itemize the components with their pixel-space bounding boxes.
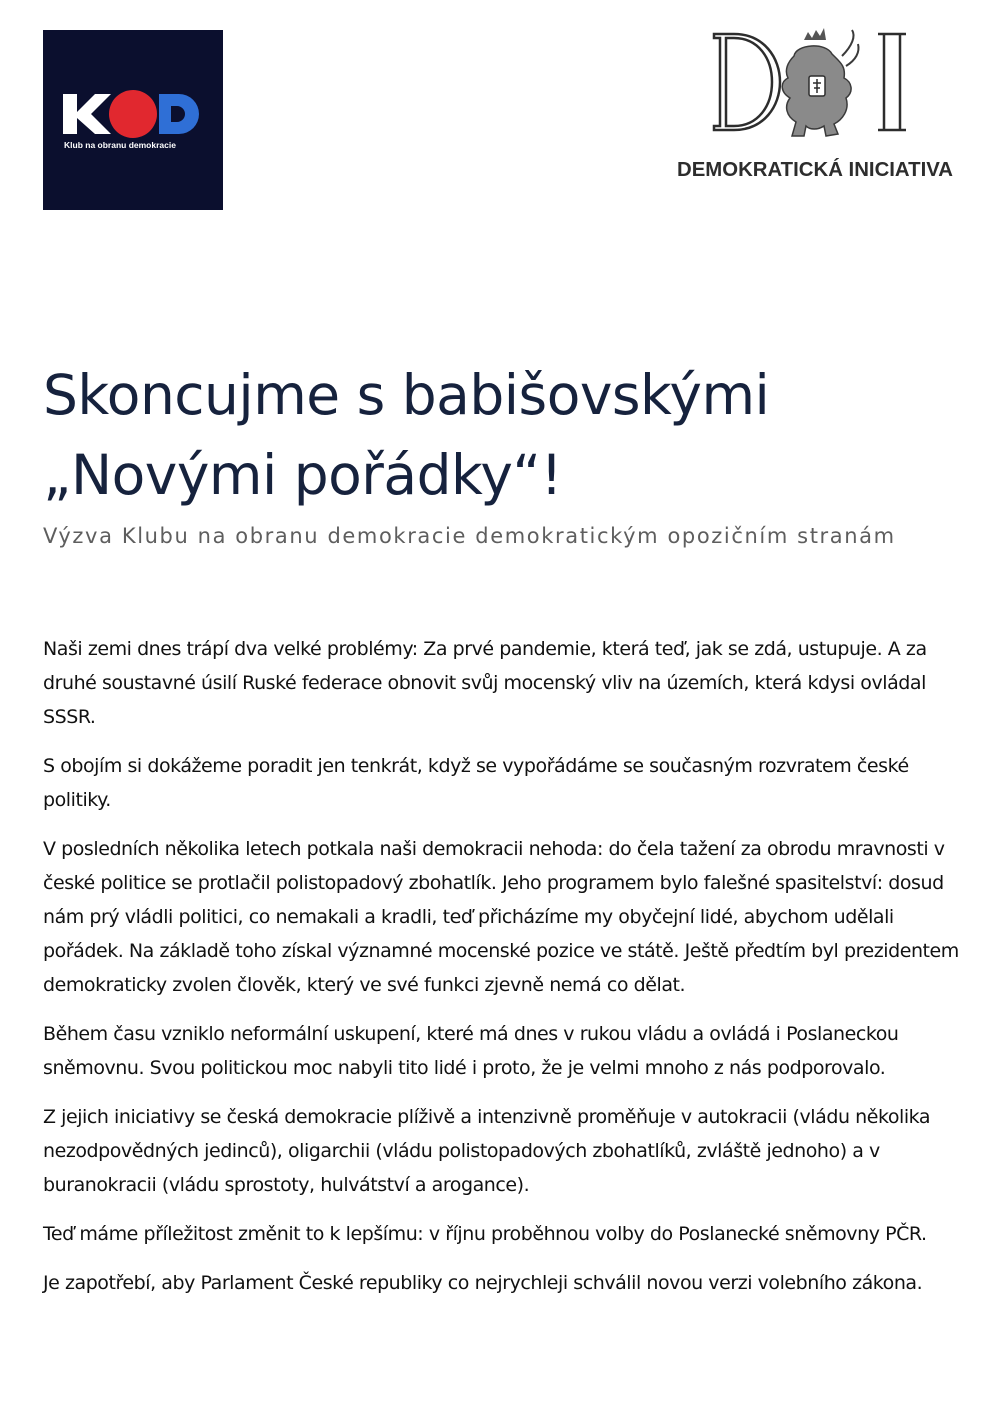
kod-letter-o [109,90,157,138]
demokraticka-iniciativa-logo [676,26,956,186]
document-title-line-2: „Novými pořádky“! [43,443,562,507]
di-letter-d [714,34,780,130]
kod-letter-d [159,94,199,134]
document-subtitle: Výzva Klubu na obranu demokracie demokratickým opozičním stranám [43,524,896,548]
paragraph: Je zapotřebí, aby Parlament České republiky co nejrychleji schválil novou verzi volebního zákona. [43,1272,923,1294]
paragraph: V posledních několika letech potkala naši demokracii nehoda: do čela tažení za obrodu mravnosti v české politice se protlačil polistopadový zbohatlík. Jeho programem bylo falešné spasitelství: dosud nám prý vládli politici, co nemakali a kradli, teď přicházíme my obyčejní lidé, abychom udělali pořádek. Na základě toho získal významné mocenské pozice ve státě. Ještě předtím byl prezidentem demokraticky zvolen člověk, který ve své funkci zjevně nemá co dělat. [43,838,959,996]
paragraph: Během času vzniklo neformální uskupení, které má dnes v rukou vládu a ovládá i Poslaneckou sněmovnu. Svou politickou moc nabyli tito lidé i proto, že je velmi mnoho z nás podporovalo. [43,1023,899,1079]
document-title [43,355,963,515]
paragraph: Teď máme příležitost změnit to k lepšímu: v říjnu proběhnou volby do Poslanecké sněmovny PČR. [43,1223,927,1245]
document-body [43,632,963,1315]
paragraph: Z jejich iniciativy se česká demokracie plíživě a intenzivně proměňuje v autokracii (vládu několika nezodpovědných jedinců), oligarchii (vládu polistopadových zbohatlíků, zvláště jednoho) a v buranokracii (vládu sprostoty, hulvátství a arogance). [43,1106,931,1196]
kod-letter-k [63,94,111,134]
di-logo-name: DEMOKRATICKÁ INICIATIVA [677,158,954,181]
paragraph: Naši zemi dnes trápí dva velké problémy: Za prvé pandemie, která teď, jak se zdá, ustupuje. A za druhé soustavné úsilí Ruské federace obnovit svůj mocenský vliv na územích, která kdysi ovládal SSSR. [43,638,927,728]
document-title-line-1: Skoncujme s babišovskými [43,363,770,427]
lion-emblem-icon [782,28,858,136]
di-letter-i [878,34,906,130]
paragraph: S obojím si dokážeme poradit jen tenkrát, když se vypořádáme se současným rozvratem české politiky. [43,755,909,811]
kod-logo-graphic [43,30,223,210]
kod-logo-subtitle: Klub na obranu demokracie [64,140,176,150]
kod-logo [43,30,223,210]
di-logo-graphic [676,26,956,186]
